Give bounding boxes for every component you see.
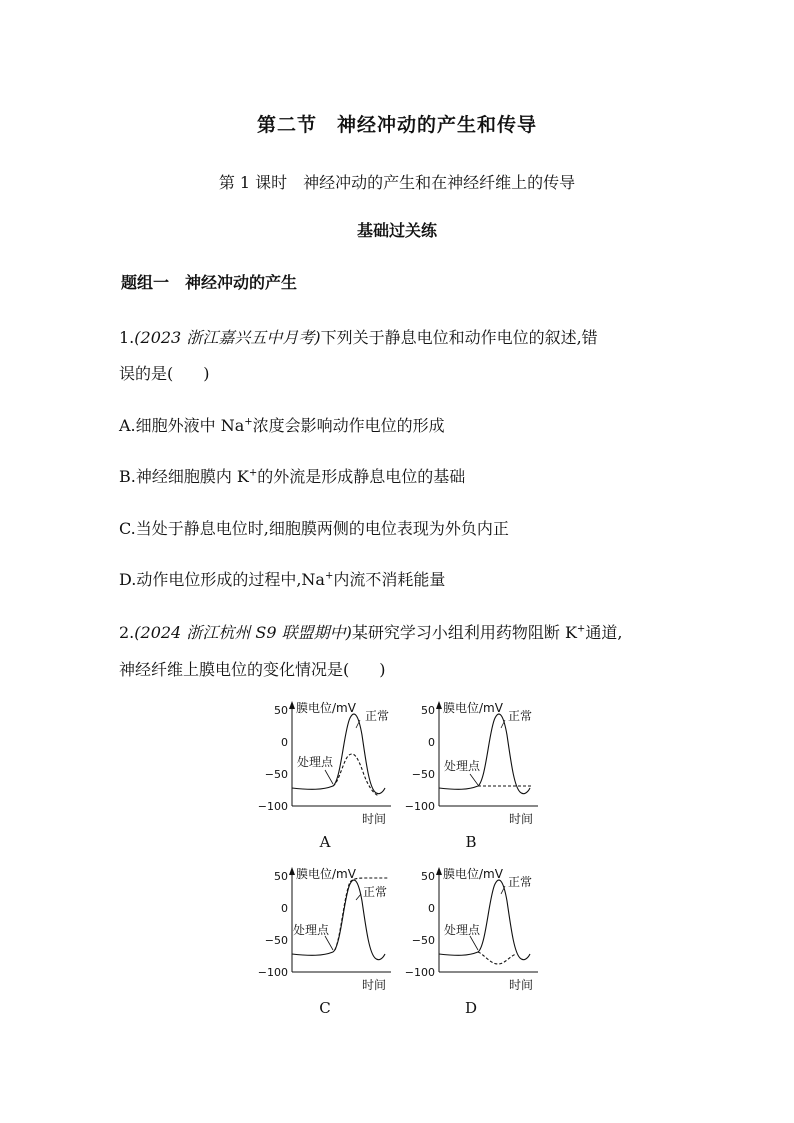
q1-option-a-sup: + xyxy=(244,416,253,428)
q2-stem-a2: 通道, xyxy=(585,623,623,642)
q1-source: (2023 浙江嘉兴五中月考) xyxy=(134,328,321,347)
graph-panel-b xyxy=(402,700,542,832)
q1-option-d-text2: 内流不消耗能量 xyxy=(333,570,446,589)
y-tick-label: 0 xyxy=(428,902,435,915)
section-title: 第二节 神经冲动的产生和传导 xyxy=(256,114,537,136)
y-tick-label: −100 xyxy=(404,966,435,979)
treatment-pointer xyxy=(470,774,478,785)
panel-label-c: C xyxy=(319,999,331,1017)
y-tick-label: −50 xyxy=(411,934,435,947)
q1-option-a-text2: 浓度会影响动作电位的形成 xyxy=(252,416,445,435)
graph-panel-d xyxy=(402,866,542,998)
practice-title: 基础过关练 xyxy=(356,221,437,240)
panel-label-d: D xyxy=(464,999,478,1017)
normal-curve xyxy=(478,880,530,960)
q1-option-a xyxy=(119,413,445,436)
y-tick-label: 50 xyxy=(421,704,435,717)
y-axis-label: 膜电位/mV xyxy=(296,701,356,715)
y-tick-label: −100 xyxy=(404,800,435,813)
q1-option-d-sup: + xyxy=(324,570,334,582)
q1-stem-line2 xyxy=(119,361,210,384)
panel-label-b: B xyxy=(465,833,477,851)
y-axis-arrow xyxy=(436,867,442,875)
normal-curve xyxy=(333,714,385,794)
y-tick-label: −50 xyxy=(264,934,288,947)
q1-option-c xyxy=(119,516,509,539)
q1-number: 1. xyxy=(119,328,135,347)
group-title: 题组一 神经冲动的产生 xyxy=(121,273,298,292)
q2-source: (2024 浙江杭州 S9 联盟期中) xyxy=(134,623,352,642)
graph-panel-c xyxy=(255,866,395,998)
q1-stem-line1 xyxy=(119,325,598,348)
q2-stem-close: ) xyxy=(379,660,386,679)
y-tick-label: 50 xyxy=(274,870,288,883)
lesson-title: 第 1 课时 神经冲动的产生和在神经纤维上的传导 xyxy=(218,173,576,192)
q1-option-b-text2: 的外流是形成静息电位的基础 xyxy=(257,467,466,486)
treatment-point-label: 处理点 xyxy=(297,755,334,769)
panel-label-a: A xyxy=(319,833,331,851)
baseline-curve xyxy=(292,786,333,789)
q1-option-d-text: D.动作电位形成的过程中,Na xyxy=(119,570,325,589)
y-tick-label: −50 xyxy=(411,768,435,781)
baseline-curve xyxy=(439,952,478,955)
q2-stem-a: 某研究学习小组利用药物阻断 K xyxy=(351,623,577,642)
x-axis-label: 时间 xyxy=(362,812,387,826)
q1-option-b-text: B.神经细胞膜内 K xyxy=(119,467,249,486)
y-axis-label: 膜电位/mV xyxy=(296,867,356,881)
q2-stem-b: 神经纤维上膜电位的变化情况是( xyxy=(119,660,350,679)
q1-option-c-text: C.当处于静息电位时,细胞膜两侧的电位表现为外负内正 xyxy=(119,519,509,538)
q1-stem-a: 下列关于静息电位和动作电位的叙述,错 xyxy=(320,328,598,347)
x-axis-label: 时间 xyxy=(362,978,387,992)
normal-label: 正常 xyxy=(363,885,388,899)
normal-curve xyxy=(478,714,530,794)
y-tick-label: 50 xyxy=(421,870,435,883)
x-axis-label: 时间 xyxy=(509,812,534,826)
y-axis-arrow xyxy=(289,701,295,709)
normal-label: 正常 xyxy=(508,875,533,889)
q1-option-b xyxy=(119,464,465,487)
q1-option-b-sup: + xyxy=(248,467,258,479)
baseline-curve xyxy=(292,952,333,955)
q2-number: 2. xyxy=(119,623,135,642)
q2-stem-line2 xyxy=(119,657,386,680)
y-tick-label: −50 xyxy=(264,768,288,781)
treatment-pointer xyxy=(325,770,333,784)
treatment-point-label: 处理点 xyxy=(444,759,481,773)
treatment-pointer xyxy=(325,936,333,950)
treated-curve xyxy=(478,952,516,964)
y-tick-label: 0 xyxy=(428,736,435,749)
y-tick-label: −100 xyxy=(257,800,288,813)
treatment-point-label: 处理点 xyxy=(293,923,330,937)
q2-stem-line1 xyxy=(119,620,622,643)
y-axis-arrow xyxy=(289,867,295,875)
treatment-pointer xyxy=(470,936,478,950)
y-axis-label: 膜电位/mV xyxy=(443,701,503,715)
y-tick-label: 0 xyxy=(281,736,288,749)
q2-stem-sup: + xyxy=(576,623,586,635)
q1-option-d xyxy=(119,567,445,590)
normal-label: 正常 xyxy=(508,709,533,723)
y-axis-label: 膜电位/mV xyxy=(443,867,503,881)
y-tick-label: −100 xyxy=(257,966,288,979)
q1-stem-b: 误的是( xyxy=(119,364,174,383)
normal-pointer xyxy=(356,894,361,900)
treated-curve xyxy=(333,754,379,796)
q1-stem-close: ) xyxy=(203,364,210,383)
y-tick-label: 0 xyxy=(281,902,288,915)
y-tick-label: 50 xyxy=(274,704,288,717)
treatment-point-label: 处理点 xyxy=(444,923,481,937)
normal-label: 正常 xyxy=(365,709,390,723)
x-axis-label: 时间 xyxy=(509,978,534,992)
graph-panel-a xyxy=(255,700,395,832)
baseline-curve xyxy=(439,786,478,789)
y-axis-arrow xyxy=(436,701,442,709)
q1-option-a-text: A.细胞外液中 Na xyxy=(119,416,245,435)
